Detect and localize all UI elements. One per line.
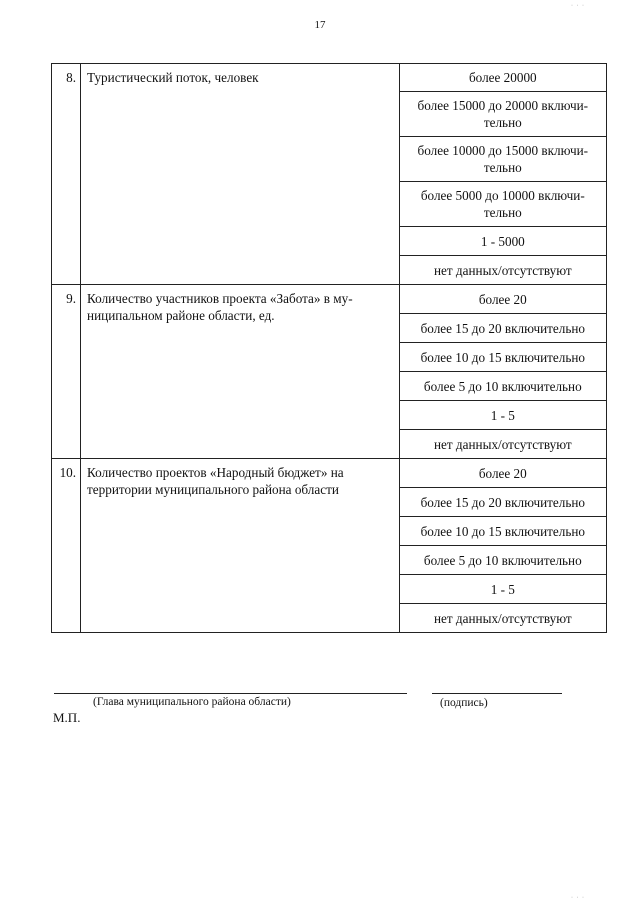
option-cell: более 15000 до 20000 включи-тельно xyxy=(399,92,606,137)
stamp-label: М.П. xyxy=(53,710,81,725)
row-number: 8. xyxy=(52,64,81,285)
option-cell: более 10 до 15 включительно xyxy=(399,343,606,372)
head-signature-line xyxy=(54,693,407,694)
option-cell: нет данных/отсутствуют xyxy=(399,430,606,459)
head-label: (Глава муниципального района области) xyxy=(93,696,291,708)
option-cell: нет данных/отсутствуют xyxy=(399,256,606,285)
row-title: Туристический поток, человек xyxy=(81,64,400,285)
table-row xyxy=(52,459,607,488)
page-number: 17 xyxy=(314,19,326,31)
option-cell: более 5 до 10 включительно xyxy=(399,372,606,401)
option-cell: более 10 до 15 включительно xyxy=(399,517,606,546)
option-cell: более 5000 до 10000 включи-тельно xyxy=(399,182,606,227)
row-title: Количество проектов «Народный бюджет» на территории муниципального района области xyxy=(81,459,400,633)
row-number: 9. xyxy=(52,285,81,459)
criteria-table xyxy=(51,63,607,633)
row-title: Количество участников проекта «Забота» в му-ниципальном районе области, ед. xyxy=(81,285,400,459)
option-cell: более 20000 xyxy=(399,64,606,92)
signature-line xyxy=(432,693,562,694)
option-cell: более 15 до 20 включительно xyxy=(399,488,606,517)
scan-mark: · · · xyxy=(571,3,585,9)
option-cell: 1 - 5 xyxy=(399,401,606,430)
scan-mark: · · · xyxy=(571,895,585,901)
option-cell: более 15 до 20 включительно xyxy=(399,314,606,343)
option-cell: более 20 xyxy=(399,459,606,488)
table-row xyxy=(52,64,607,92)
option-cell: более 5 до 10 включительно xyxy=(399,546,606,575)
table-row xyxy=(52,285,607,314)
option-cell: более 10000 до 15000 включи-тельно xyxy=(399,137,606,182)
option-cell: нет данных/отсутствуют xyxy=(399,604,606,633)
option-cell: 1 - 5000 xyxy=(399,227,606,256)
option-cell: более 20 xyxy=(399,285,606,314)
sign-label: (подпись) xyxy=(440,697,488,709)
option-cell: 1 - 5 xyxy=(399,575,606,604)
row-number: 10. xyxy=(52,459,81,633)
